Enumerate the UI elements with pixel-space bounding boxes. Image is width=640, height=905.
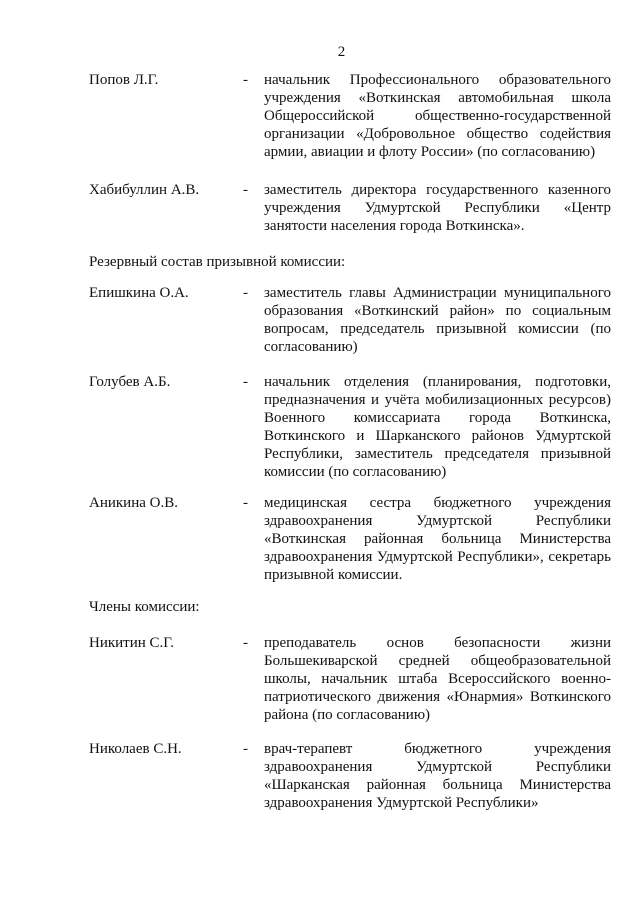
entry-nikitin <box>89 634 611 724</box>
entry-dash: - <box>243 182 248 198</box>
entry-description: начальник Профессионального образовательного учреждения «Воткинская автомобильная школа Общероссийской общественно-государственной организации «Добровольное общество содействия армии, авиации и флоту России» (по согласованию) <box>264 72 611 160</box>
entry-popov <box>89 71 611 161</box>
members-heading: Члены комиссии: <box>89 599 200 615</box>
entry-golubev <box>89 373 611 481</box>
entry-description: начальник отделения (планирования, подготовки, предназначения и учёта мобилизационных ресурсов) Военного комиссариата города Воткинска, Воткинского и Шарканского районов Удмуртской Республики, заместитель председателя призывной комиссии (по согласованию) <box>264 374 611 480</box>
entry-dash: - <box>243 741 248 757</box>
reserve-heading: Резервный состав призывной комиссии: <box>89 254 346 270</box>
entry-dash: - <box>243 285 248 301</box>
entry-description: медицинская сестра бюджетного учреждения здравоохранения Удмуртской Республики «Воткинская районная больница Министерства здравоохранения Удмуртской Республики», секретарь призывной комиссии. <box>264 495 611 583</box>
entry-name: Голубев А.Б. <box>89 374 171 390</box>
entry-name: Попов Л.Г. <box>89 72 159 88</box>
entry-name: Аникина О.В. <box>89 495 178 511</box>
entry-epishkina <box>89 284 611 356</box>
entry-name: Никитин С.Г. <box>89 635 175 651</box>
entry-description: врач-терапевт бюджетного учреждения здравоохранения Удмуртской Республики «Шарканская районная больница Министерства здравоохранения Удмуртской Республики» <box>264 741 611 811</box>
entry-nikolaev <box>89 740 611 812</box>
entry-description: заместитель главы Администрации муниципального образования «Воткинский район» по социальным вопросам, председатель призывной комиссии (по согласованию) <box>264 285 611 355</box>
entry-dash: - <box>243 374 248 390</box>
entry-description: преподаватель основ безопасности жизни Большекиварской средней общеобразовательной школы, начальник штаба Всероссийского военно-патриотического движения «Юнармия» Воткинского района (по согласованию) <box>264 635 611 723</box>
entry-anikina <box>89 494 611 584</box>
entry-dash: - <box>243 72 248 88</box>
entry-khabibullin <box>89 181 611 235</box>
entry-name: Николаев С.Н. <box>89 741 182 757</box>
entry-name: Епишкина О.А. <box>89 285 189 301</box>
entry-name: Хабибуллин А.В. <box>89 182 200 198</box>
page-number: 2 <box>337 44 346 60</box>
entry-dash: - <box>243 635 248 651</box>
entry-dash: - <box>243 495 248 511</box>
entry-description: заместитель директора государственного казенного учреждения Удмуртской Республики «Центр занятости населения города Воткинска». <box>264 182 611 234</box>
